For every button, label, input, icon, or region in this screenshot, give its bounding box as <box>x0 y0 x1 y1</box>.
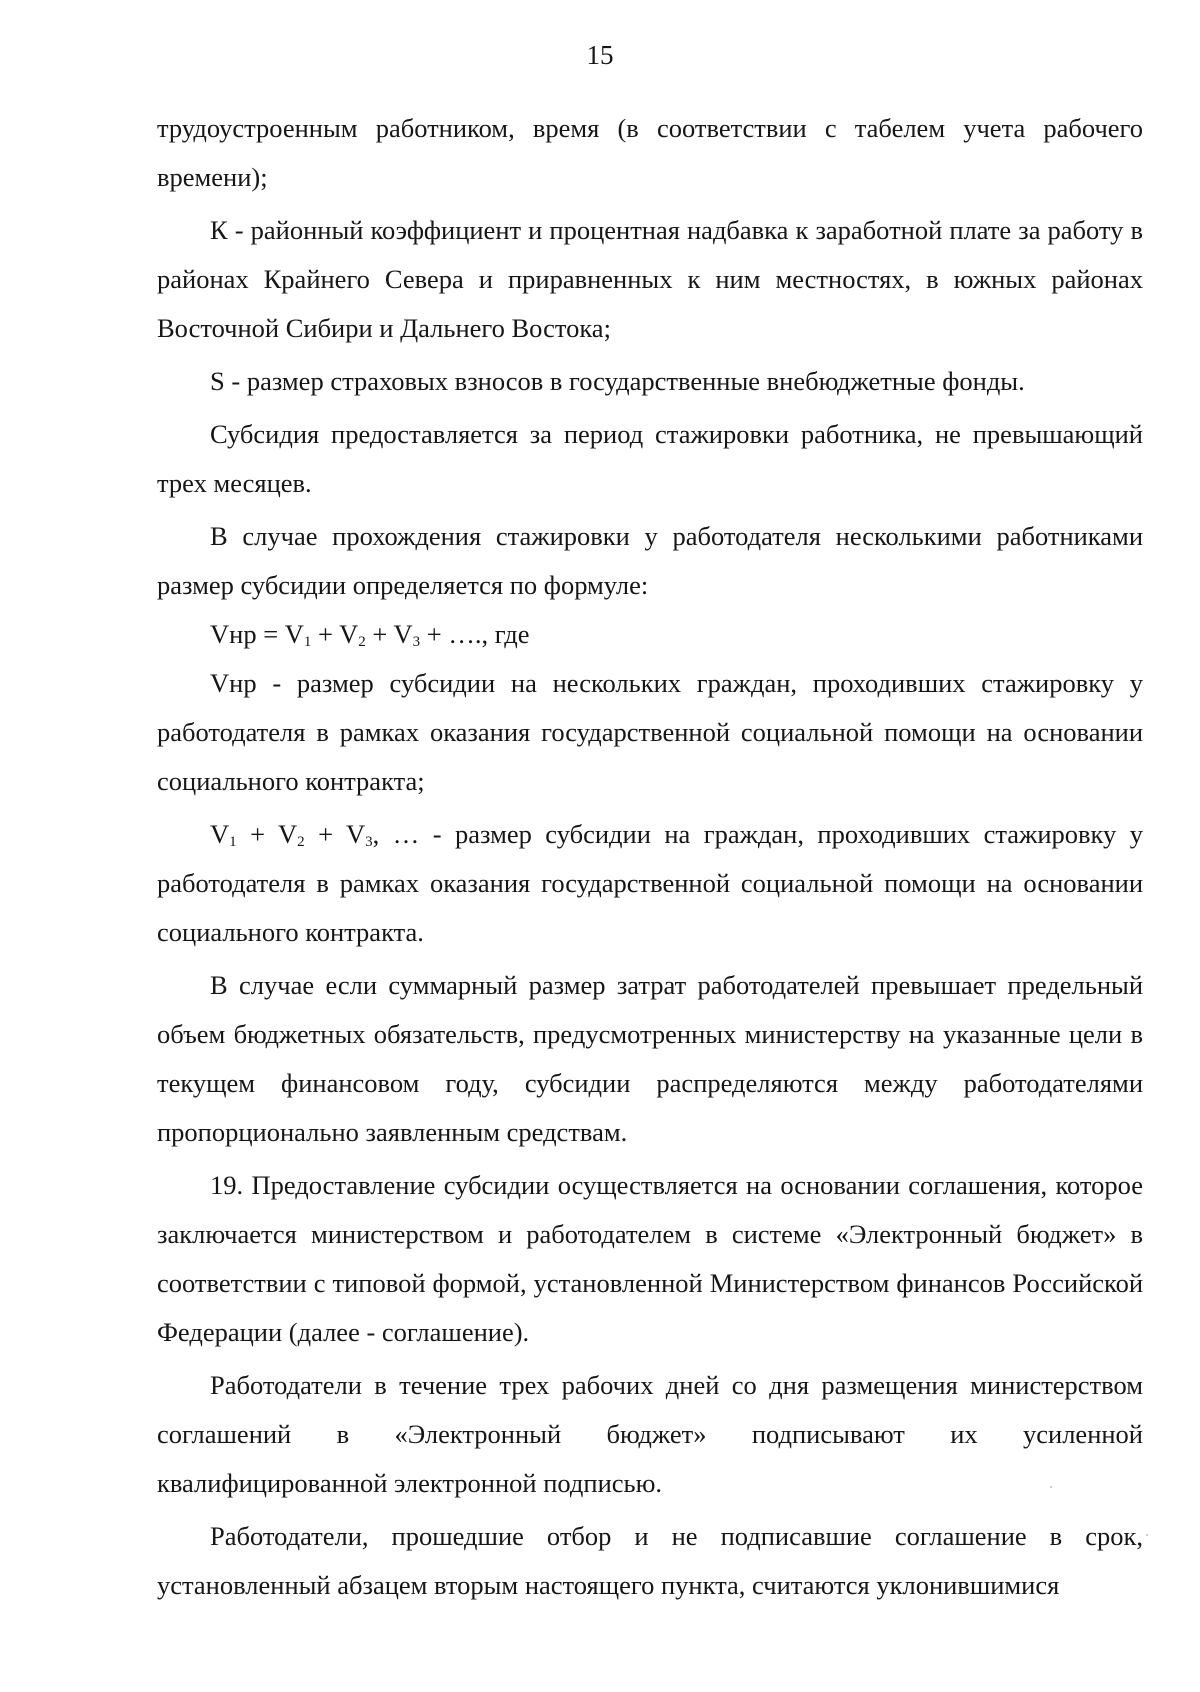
formula-line <box>157 610 1143 659</box>
subscript: 1 <box>229 834 237 850</box>
scan-speck <box>1050 1486 1052 1488</box>
sum-definition-paragraph <box>157 810 1143 957</box>
paragraph: Работодатели в течение трех рабочих дней со дня размещения министерством соглашений в «Электронный бюджет» подписывают их усиленной квалифицированной электронной подписью. <box>157 1370 1143 1498</box>
definition-text: , … - размер субсидии на граждан, проходивших стажировку у работодателя в рамках оказания государственной социальной помощи на основании социального контракта. <box>157 819 1144 947</box>
paragraph: трудоустроенным работником, время (в соответствии с табелем учета рабочего времени); <box>157 113 1143 192</box>
formula-term: + V <box>311 619 359 649</box>
paragraph: Субсидия предоставляется за период стажировки работника, не превышающий трех месяцев. <box>157 419 1143 498</box>
subscript: 1 <box>303 634 312 650</box>
paragraph: Vнр - размер субсидии на нескольких граждан, проходивших стажировку у работодателя в рамках оказания государственной социальной помощи на основании социального контракта; <box>157 668 1143 796</box>
formula-term: + V <box>365 619 413 649</box>
subscript: 3 <box>412 634 421 650</box>
page-number: 15 <box>586 40 614 70</box>
paragraph: Работодатели, прошедшие отбор и не подписавшие соглашение в срок, установленный абзацем вторым настоящего пункта, считаются уклонившимися <box>157 1521 1143 1600</box>
paragraph: S - размер страховых взносов в государственные внебюджетные фонды. <box>210 366 1025 396</box>
scan-speck <box>1146 1534 1148 1536</box>
paragraph: В случае если суммарный размер затрат работодателей превышает предельный объем бюджетных обязательств, предусмотренных министерству на указанные цели в текущем финансовом году, субсидии распределяются между работодателями пропорционально заявленным средствам. <box>157 970 1143 1147</box>
formula-term: + V <box>236 819 298 849</box>
document-body <box>157 104 1143 1610</box>
formula-term: + V <box>304 819 366 849</box>
paragraph: К - районный коэффициент и процентная надбавка к заработной плате за работу в районах Крайнего Севера и приравненных к ним местностях, в южных районах Восточной Сибири и Дальнего Востока; <box>157 215 1143 343</box>
subscript: 2 <box>358 634 366 650</box>
subscript: 3 <box>365 834 373 850</box>
paragraph: 19. Предоставление субсидии осуществляется на основании соглашения, которое заключается министерством и работодателем в системе «Электронный бюджет» в соответствии с типовой формой, установленной Министерством финансов Российской Федерации (далее - соглашение). <box>157 1170 1143 1347</box>
formula-term: V <box>210 819 230 849</box>
subscript: 2 <box>297 834 305 850</box>
formula-tail: + …., где <box>420 619 530 649</box>
paragraph: В случае прохождения стажировки у работодателя несколькими работниками размер субсидии определяется по формуле: <box>157 521 1143 600</box>
formula-lhs: Vнр = V <box>210 619 304 649</box>
